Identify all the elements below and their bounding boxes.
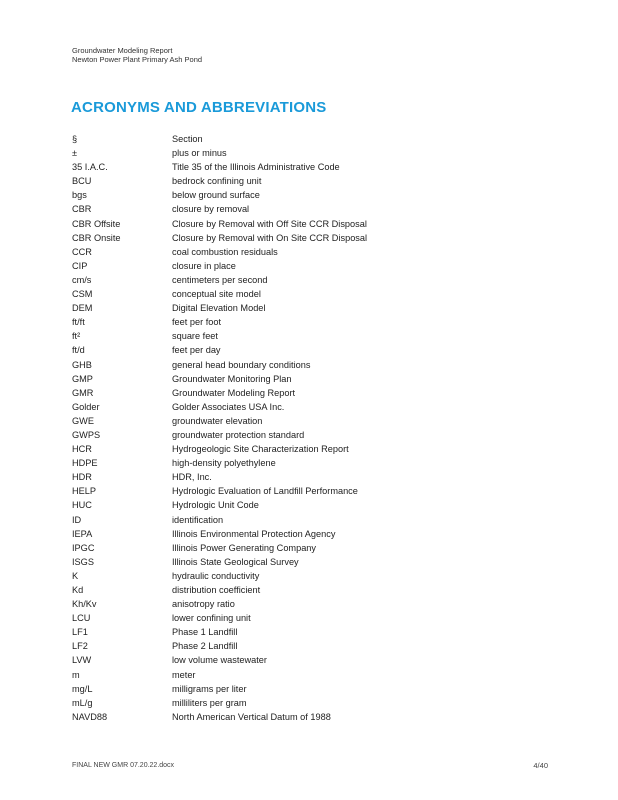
acronym-row <box>72 653 552 667</box>
acronym-row <box>72 555 552 569</box>
acronym-definition: Closure by Removal with Off Site CCR Disposal <box>172 218 367 229</box>
acronym-row <box>72 513 552 527</box>
acronym-term: 35 I.A.C. <box>72 162 108 173</box>
acronym-term: K <box>72 570 79 581</box>
acronym-row <box>72 470 552 484</box>
acronym-term: CBR Offsite <box>72 218 121 229</box>
acronym-row <box>72 146 552 160</box>
acronym-term: IPGC <box>72 542 95 553</box>
acronym-definition: hydraulic conductivity <box>172 570 260 581</box>
acronym-definition: groundwater protection standard <box>172 429 305 440</box>
acronym-definition: Golder Associates USA Inc. <box>172 401 285 412</box>
footer-filename: FINAL NEW GMR 07.20.22.docx <box>72 762 175 769</box>
acronym-definition: Illinois State Geological Survey <box>172 556 299 567</box>
acronym-row <box>72 400 552 414</box>
acronym-term: m <box>72 669 80 680</box>
acronym-term: HUC <box>72 500 92 511</box>
acronym-row <box>72 358 552 372</box>
acronym-row <box>72 583 552 597</box>
acronym-term: ft/d <box>72 345 85 356</box>
acronym-definition: Digital Elevation Model <box>172 303 266 314</box>
acronym-row <box>72 301 552 315</box>
acronym-term: NAVD88 <box>72 711 108 722</box>
acronym-definition: plus or minus <box>172 148 227 159</box>
acronym-term: HDR <box>72 472 92 483</box>
acronym-row <box>72 611 552 625</box>
acronym-term: ft/ft <box>72 317 85 328</box>
acronym-row <box>72 696 552 710</box>
acronym-definition: Groundwater Monitoring Plan <box>172 373 292 384</box>
acronym-term: CBR Onsite <box>72 232 121 243</box>
acronym-term: cm/s <box>72 274 92 285</box>
acronym-term: bgs <box>72 190 87 201</box>
acronym-term: DEM <box>72 303 93 314</box>
acronym-definition: Illinois Power Generating Company <box>172 542 317 553</box>
acronym-row <box>72 414 552 428</box>
acronym-definition: closure in place <box>172 260 236 271</box>
acronym-row <box>72 710 552 724</box>
acronym-row <box>72 315 552 329</box>
acronym-row <box>72 625 552 639</box>
acronym-row <box>72 273 552 287</box>
acronym-definition: square feet <box>172 331 218 342</box>
acronym-row <box>72 202 552 216</box>
acronym-row <box>72 682 552 696</box>
acronym-definition: meter <box>172 669 196 680</box>
acronym-definition: low volume wastewater <box>172 655 267 666</box>
acronym-row <box>72 132 552 146</box>
acronym-row <box>72 569 552 583</box>
acronym-term: BCU <box>72 176 92 187</box>
acronym-row <box>72 188 552 202</box>
acronym-definition: Closure by Removal with On Site CCR Disposal <box>172 232 368 243</box>
acronym-term: GMR <box>72 387 94 398</box>
acronym-term: § <box>72 134 78 144</box>
acronym-definition: distribution coefficient <box>172 585 261 595</box>
acronym-term: CSM <box>72 289 93 300</box>
acronym-term: Kd <box>72 585 84 595</box>
acronym-term: ± <box>72 148 78 159</box>
footer-page-number: 4/40 <box>533 761 548 770</box>
acronym-term: LVW <box>72 655 92 666</box>
acronym-row <box>72 245 552 259</box>
acronym-definition: HDR, Inc. <box>172 472 212 483</box>
acronym-definition: Phase 2 Landfill <box>172 641 238 652</box>
acronym-term: CIP <box>72 260 88 271</box>
acronym-definition: high-density polyethylene <box>172 458 276 469</box>
acronym-row <box>72 498 552 512</box>
acronym-row <box>72 329 552 343</box>
acronym-definition: Groundwater Modeling Report <box>172 387 296 398</box>
acronym-definition: Phase 1 Landfill <box>172 627 238 638</box>
acronym-definition: general head boundary conditions <box>172 359 311 370</box>
header-site-name: Newton Power Plant Primary Ash Pond <box>72 55 203 64</box>
acronym-definition: below ground surface <box>172 190 260 201</box>
acronym-term: GMP <box>72 373 93 384</box>
acronym-row <box>72 259 552 273</box>
header-report-title: Groundwater Modeling Report <box>72 46 173 55</box>
acronym-row <box>72 287 552 301</box>
acronym-definition: conceptual site model <box>172 289 261 300</box>
acronym-term: Golder <box>72 401 100 412</box>
acronym-definition: milligrams per liter <box>172 683 247 694</box>
acronym-definition: North American Vertical Datum of 1988 <box>172 711 331 722</box>
acronym-definition: milliliters per gram <box>172 697 247 708</box>
acronym-definition: coal combustion residuals <box>172 246 278 257</box>
acronym-term: CBR <box>72 204 92 215</box>
acronym-definition: Title 35 of the Illinois Administrative Code <box>172 162 340 173</box>
acronym-term: LCU <box>72 613 91 624</box>
acronym-definition: Section <box>172 134 203 144</box>
acronym-term: ID <box>72 514 82 525</box>
acronym-definition: groundwater elevation <box>172 415 263 426</box>
acronym-term: HDPE <box>72 458 98 469</box>
acronym-row <box>72 343 552 357</box>
acronym-term: ISGS <box>72 556 94 567</box>
acronym-term: IEPA <box>72 528 93 539</box>
acronym-row <box>72 386 552 400</box>
acronym-definition: feet per day <box>172 345 221 356</box>
acronym-term: GWE <box>72 415 94 426</box>
acronym-row <box>72 484 552 498</box>
acronym-row <box>72 428 552 442</box>
acronym-row <box>72 160 552 174</box>
acronym-definition: centimeters per second <box>172 274 268 285</box>
acronym-row <box>72 541 552 555</box>
acronym-row <box>72 597 552 611</box>
acronym-definition: bedrock confining unit <box>172 176 262 187</box>
acronym-row <box>72 668 552 682</box>
acronym-row <box>72 639 552 653</box>
acronym-row <box>72 231 552 245</box>
acronym-term: mL/g <box>72 697 93 708</box>
acronym-row <box>72 217 552 231</box>
acronym-row <box>72 527 552 541</box>
acronym-term: HELP <box>72 486 97 497</box>
acronym-definition: closure by removal <box>172 204 250 215</box>
acronym-list <box>72 132 552 724</box>
page-heading: ACRONYMS AND ABBREVIATIONS <box>71 99 327 116</box>
acronym-row <box>72 174 552 188</box>
acronym-definition: Illinois Environmental Protection Agency <box>172 528 336 539</box>
acronym-term: GHB <box>72 359 92 370</box>
acronym-definition: Hydrologic Unit Code <box>172 500 259 511</box>
acronym-row <box>72 372 552 386</box>
acronym-term: CCR <box>72 246 92 257</box>
acronym-term: LF2 <box>72 641 88 652</box>
acronym-definition: anisotropy ratio <box>172 599 235 610</box>
acronym-term: ft² <box>72 331 81 342</box>
acronym-row <box>72 442 552 456</box>
acronym-term: GWPS <box>72 429 101 440</box>
acronym-definition: lower confining unit <box>172 613 251 624</box>
acronym-term: mg/L <box>72 683 93 694</box>
acronym-term: LF1 <box>72 627 88 638</box>
acronym-definition: Hydrogeologic Site Characterization Report <box>172 444 349 455</box>
acronym-row <box>72 456 552 470</box>
acronym-definition: identification <box>172 514 224 525</box>
running-header <box>72 46 202 64</box>
acronym-term: Kh/Kv <box>72 599 97 610</box>
acronym-definition: Hydrologic Evaluation of Landfill Performance <box>172 486 358 497</box>
acronym-definition: feet per foot <box>172 317 222 328</box>
acronym-term: HCR <box>72 444 92 455</box>
